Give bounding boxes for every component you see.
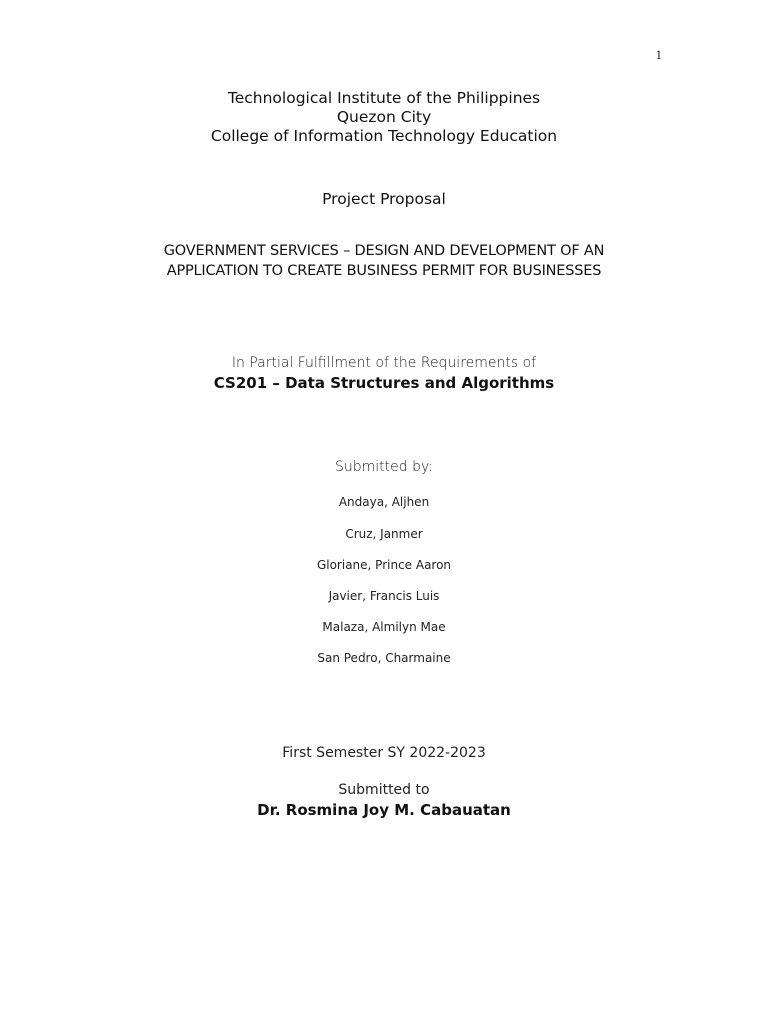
submitted-to-label: Submitted to — [338, 782, 430, 798]
author-name: Andaya, Aljhen — [338, 495, 430, 509]
page-number: 1 — [655, 47, 662, 62]
college-name: College of Information Technology Education — [210, 127, 558, 145]
semester: First Semester SY 2022-2023 — [282, 745, 486, 761]
author-name: Gloriane, Prince Aaron — [316, 558, 452, 572]
document-type: Project Proposal — [322, 190, 446, 208]
author-name: Javier, Francis Luis — [328, 589, 440, 603]
fulfillment-intro: In Partial Fulfillment of the Requirements of — [231, 355, 537, 371]
adviser-name: Dr. Rosmina Joy M. Cabauatan — [257, 801, 511, 819]
submitted-by-label: Submitted by: — [335, 459, 433, 475]
institution-name: Technological Institute of the Philippines — [227, 89, 541, 107]
institution-city: Quezon City — [336, 108, 432, 126]
author-name: Malaza, Almilyn Mae — [322, 620, 446, 634]
author-name: San Pedro, Charmaine — [317, 651, 451, 665]
author-name: Cruz, Janmer — [345, 527, 423, 541]
course-title: CS201 – Data Structures and Algorithms — [213, 374, 555, 392]
project-title-line-2: APPLICATION TO CREATE BUSINESS PERMIT FOR BUSINESSES — [166, 263, 602, 279]
project-title-line-1: GOVERNMENT SERVICES – DESIGN AND DEVELOPMENT OF AN — [163, 243, 605, 259]
